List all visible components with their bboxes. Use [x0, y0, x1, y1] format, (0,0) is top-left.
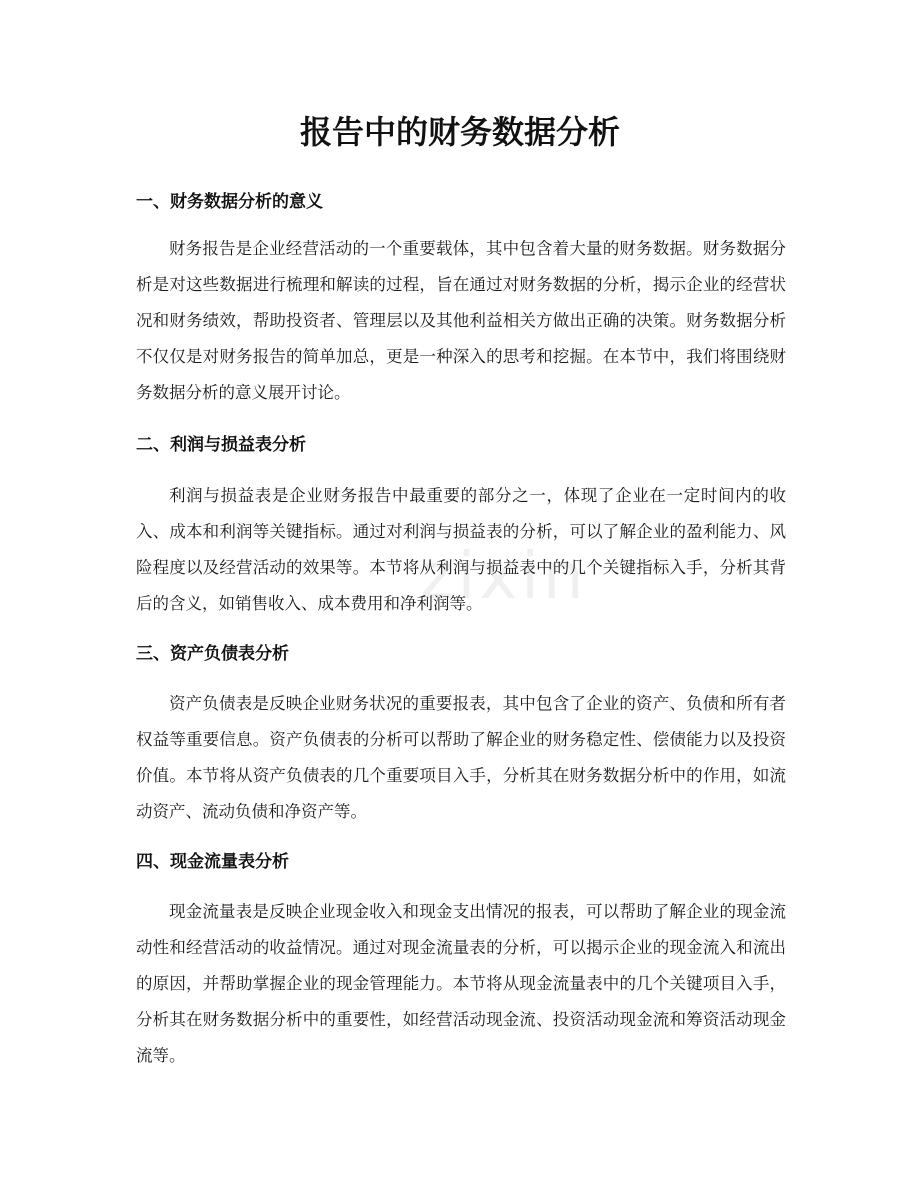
- section-heading-4: 四、现金流量表分析: [136, 852, 289, 872]
- section-heading-2: 二、利润与损益表分析: [136, 435, 306, 455]
- section-body-4: 现金流量表是反映企业现金收入和现金支出情况的报表，可以帮助了解企业的现金流动性和经营活动的收益情况。通过对现金流量表的分析，可以揭示企业的现金流入和流出的原因，并帮助掌握企业的现金管理能力。本节将从现金流量表中的几个关键项目入手，分析其在财务数据分析中的重要性，如经营活动现金流、投资活动现金流和筹资活动现金流等。: [136, 902, 786, 1065]
- section-body-2: 利润与损益表是企业财务报告中最重要的部分之一，体现了企业在一定时间内的收入、成本和利润等关键指标。通过对利润与损益表的分析，可以了解企业的盈利能力、风险程度以及经营活动的效果等。本节将从利润与损益表中的几个关键指标入手，分析其背后的含义，如销售收入、成本费用和净利润等。: [136, 486, 786, 613]
- section-body-1: 财务报告是企业经营活动的一个重要载体，其中包含着大量的财务数据。财务数据分析是对这些数据进行梳理和解读的过程，旨在通过对财务数据的分析，揭示企业的经营状况和财务绩效，帮助投资者、管理层以及其他利益相关方做出正确的决策。财务数据分析不仅仅是对财务报告的简单加总，更是一种深入的思考和挖掘。在本节中，我们将围绕财务数据分析的意义展开讨论。: [136, 239, 786, 402]
- watermark: zixin: [420, 540, 588, 614]
- section-heading-1: 一、财务数据分析的意义: [136, 192, 323, 212]
- section-heading-3: 三、资产负债表分析: [136, 644, 289, 664]
- section-body-3: 资产负债表是反映企业财务状况的重要报表，其中包含了企业的资产、负债和所有者权益等重要信息。资产负债表的分析可以帮助了解企业的财务稳定性、偿债能力以及投资价值。本节将从资产负债表的几个重要项目入手，分析其在财务数据分析中的作用，如流动资产、流动负债和净资产等。: [136, 694, 786, 821]
- page-title: 报告中的财务数据分析: [299, 113, 620, 151]
